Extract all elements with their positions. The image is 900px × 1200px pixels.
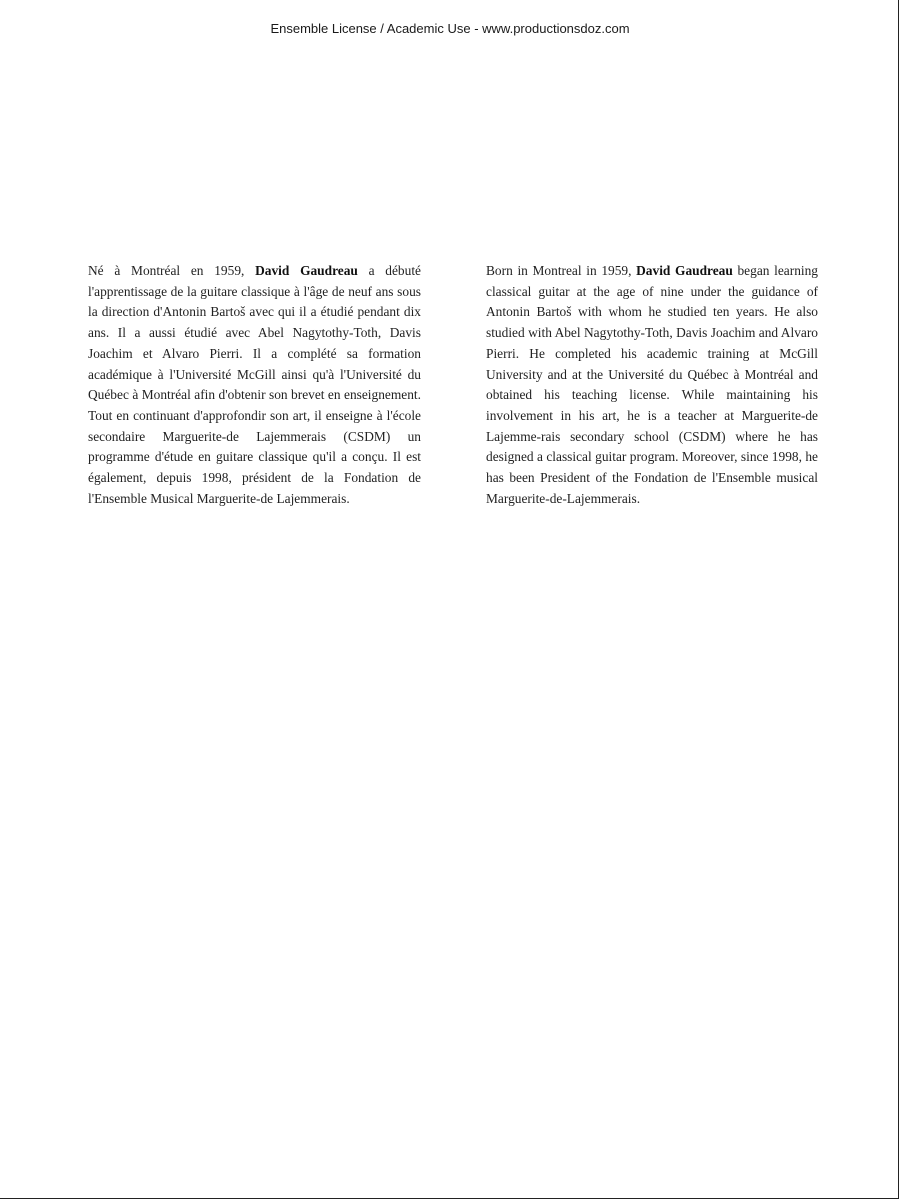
bio-en-body: began learning classical guitar at the age of nine under the guidance of Antonin Bartoš with whom he studied ten years. He also studied with Abel Nagytothy-Toth, Davis Joachim and Alvaro Pierri. He completed his academic training at McGill University and at the Université du Québec à Montréal and obtained his teaching license. While maintaining his involvement in his art, he is a teacher at Marguerite-de Lajemme-rais secondary school (CSDM) where he has designed a classical guitar program. Moreover, since 1998, he has been President of the Fondation de l'Ensemble musical Marguerite-de-Lajemmerais. (486, 263, 818, 506)
bio-en-name: David Gaudreau (636, 263, 733, 278)
bio-fr-intro: Né à Montréal en 1959, (88, 263, 256, 278)
bio-fr-body: a débuté l'apprentissage de la guitare classique à l'âge de neuf ans sous la direction d'Antonin Bartoš avec qui il a étudié pendant dix ans. Il a aussi étudié avec Abel Nagytothy-Toth, Davis Joachim et Alvaro Pierri. Il a complété sa formation académique à l'Université McGill ainsi qu'à l'Université du Québec à Montréal afin d'obtenir son brevet en enseignement. Tout en continuant d'approfondir son art, il enseigne à l'école secondaire Marguerite-de Lajemmerais (CSDM) un programme d'étude en guitare classique qu'il a conçu. Il est également, depuis 1998, président de la Fondation de l'Ensemble Musical Marguerite-de Lajemmerais. (88, 263, 421, 506)
license-header: Ensemble License / Academic Use - www.productionsdoz.com (270, 21, 630, 36)
biography-french (88, 261, 421, 509)
bio-en-intro: Born in Montreal in 1959, (486, 263, 637, 278)
biography-english (486, 261, 818, 509)
bio-fr-name: David Gaudreau (255, 263, 358, 278)
